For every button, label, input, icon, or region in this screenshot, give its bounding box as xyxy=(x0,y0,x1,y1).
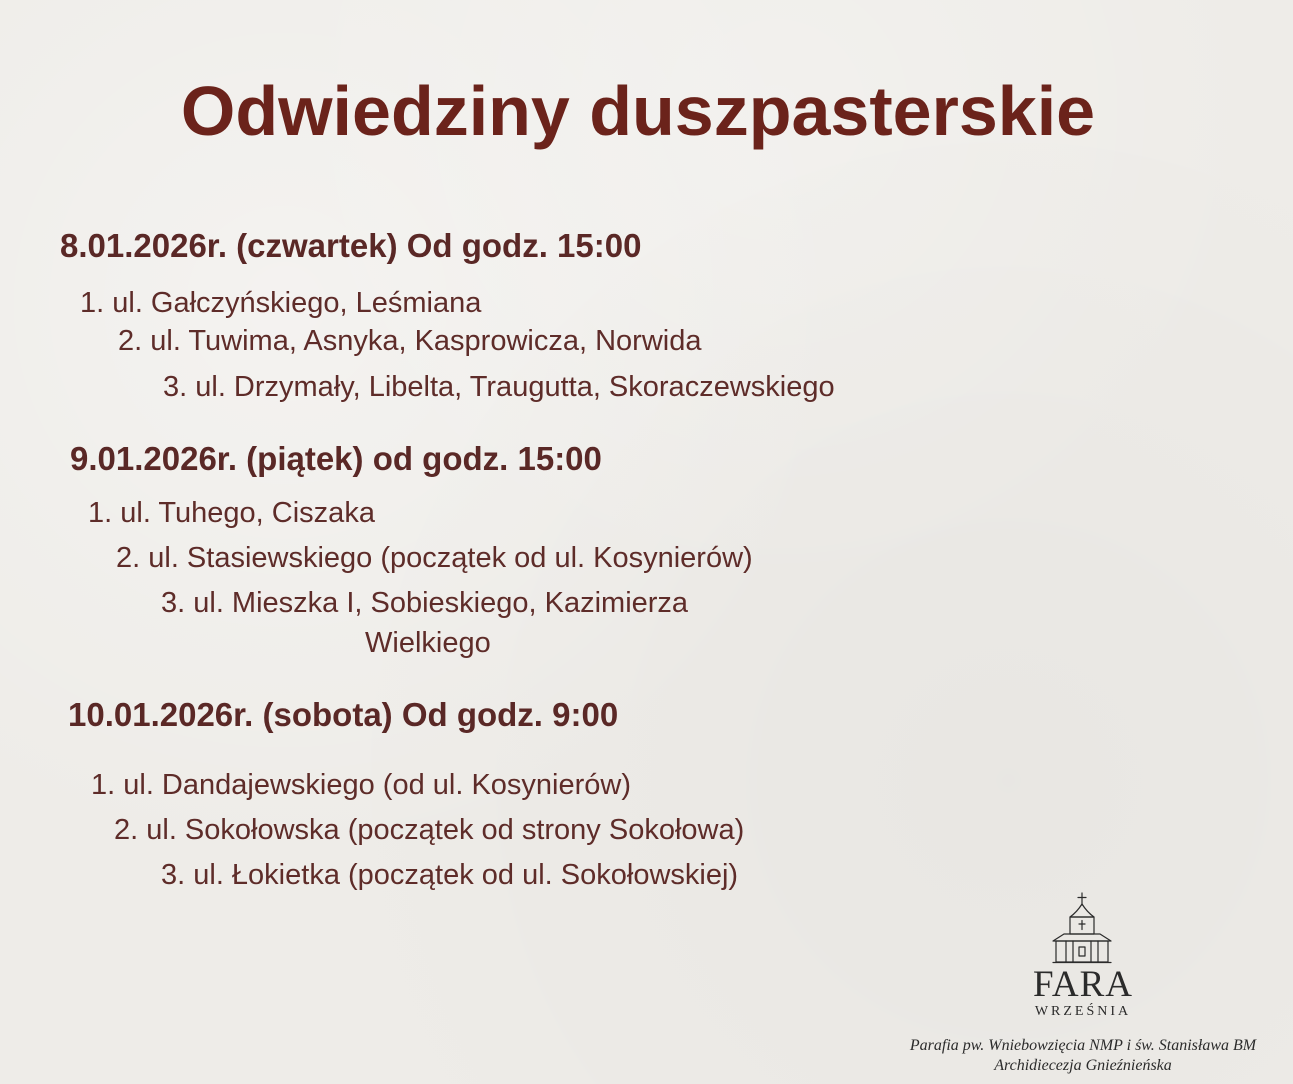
archdiocese-name: Archidiecezja Gnieźnieńska xyxy=(994,1057,1172,1074)
street-list-item-continuation: Wielkiego xyxy=(365,627,491,659)
street-list-item: 1. ul. Gałczyńskiego, Leśmiana xyxy=(80,287,482,319)
day-heading: 10.01.2026r. (sobota) Od godz. 9:00 xyxy=(68,696,619,733)
church-icon xyxy=(1048,890,1116,966)
logo-city: WRZEŚNIA xyxy=(1034,1004,1132,1019)
street-list-item: 3. ul. Łokietka (początek od ul. Sokołowskiej) xyxy=(161,859,739,891)
page-title: Odwiedziny duszpasterskie xyxy=(180,72,1096,150)
street-list-item: 1. ul. Tuhego, Ciszaka xyxy=(88,497,375,529)
day-heading: 9.01.2026r. (piątek) od godz. 15:00 xyxy=(70,440,602,477)
day-heading: 8.01.2026r. (czwartek) Od godz. 15:00 xyxy=(60,227,642,264)
street-list-item: 1. ul. Dandajewskiego (od ul. Kosynierów) xyxy=(91,769,631,801)
street-list-item: 2. ul. Sokołowska (początek od strony Sokołowa) xyxy=(114,814,745,846)
logo-name: FARA xyxy=(1033,964,1133,1005)
parish-name: Parafia pw. Wniebowzięcia NMP i św. Stanisława BM xyxy=(909,1037,1257,1054)
street-list-item: 2. ul. Tuwima, Asnyka, Kasprowicza, Norwida xyxy=(118,325,702,357)
street-list-item: 2. ul. Stasiewskiego (początek od ul. Kosynierów) xyxy=(116,542,753,574)
street-list-item: 3. ul. Drzymały, Libelta, Traugutta, Skoraczewskiego xyxy=(163,371,835,403)
street-list-item: 3. ul. Mieszka I, Sobieskiego, Kazimierza xyxy=(161,587,689,619)
